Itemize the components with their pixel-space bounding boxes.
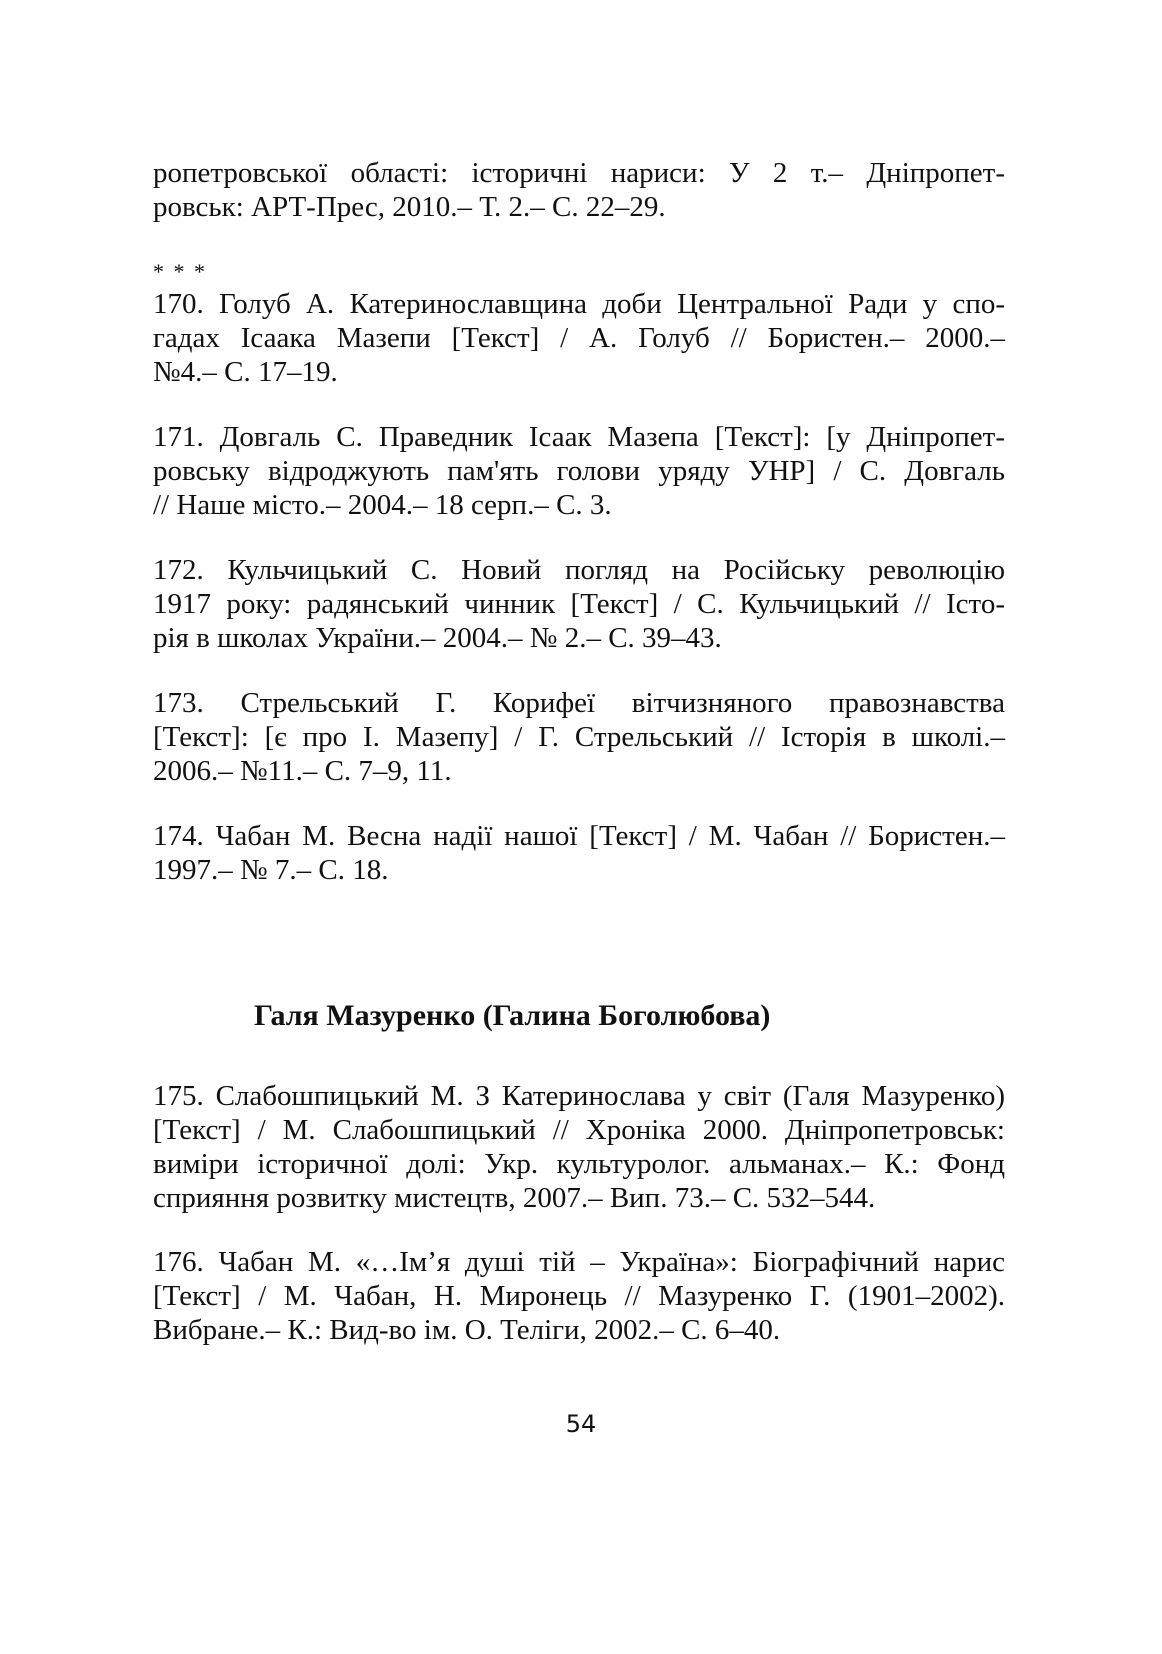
entry-line: ропетровської області: історичні нариси: У 2 т.– Дніпропет- [153, 157, 1005, 189]
entry-line: 1997.– № 7.– С. 18. [153, 854, 389, 886]
entry-line: [Текст]: [є про І. Мазепу] / Г. Стрельський // Історія в школі.– [153, 721, 1005, 753]
entry-line: [Текст] / М. Чабан, Н. Миронець // Мазуренко Г. (1901–2002). [153, 1280, 1005, 1312]
entry-line: рія в школах України.– 2004.– № 2.– С. 39–43. [153, 622, 722, 654]
entry-line: ровськ: АРТ-Прес, 2010.– Т. 2.– С. 22–29. [153, 191, 666, 223]
bibliography-entry-continued [153, 156, 1005, 224]
bibliography-entry-174 [153, 819, 1005, 887]
bibliography-entry-175 [153, 1079, 1005, 1215]
entry-line: // Наше місто.– 2004.– 18 серп.– С. 3. [153, 489, 612, 521]
entry-line: гадах Ісаака Мазепи [Текст] / А. Голуб // Бористен.– 2000.– [153, 322, 1005, 354]
entry-line: 1917 року: радянський чинник [Текст] / С. Кульчицький // Істо- [153, 588, 1005, 620]
entry-line: 173. Стрельський Г. Корифеї вітчизняного правознавства [153, 687, 1005, 719]
entry-line: сприяння розвитку мистецтв, 2007.– Вип. 73.– С. 532–544. [153, 1182, 876, 1214]
entry-line: Вибране.– К.: Вид-во ім. О. Теліги, 2002.– С. 6–40. [153, 1314, 781, 1346]
entry-line: 2006.– №11.– С. 7–9, 11. [153, 755, 452, 787]
entry-line: виміри історичної долі: Укр. культуролог. альманах.– К.: Фонд [153, 1148, 1005, 1180]
bibliography-entry-171 [153, 420, 1005, 522]
bibliography-entry-172 [153, 553, 1005, 655]
bibliography-entry-170 [153, 287, 1005, 389]
entry-line: 176. Чабан М. «…Ім’я душі тій – Україна»: Біографічний нарис [153, 1246, 1005, 1278]
section-heading: Галя Мазуренко (Галина Боголюбова) [254, 999, 771, 1032]
bibliography-entry-176 [153, 1245, 1005, 1347]
entry-line: 175. Слабошпицький М. З Катеринослава у світ (Галя Мазуренко) [153, 1080, 1005, 1112]
page-number: 54 [565, 1410, 597, 1438]
entry-line: 171. Довгаль С. Праведник Ісаак Мазепа [Текст]: [у Дніпропет- [153, 421, 1005, 453]
section-separator: * * * [153, 259, 207, 284]
entry-line: [Текст] / М. Слабошпицький // Хроніка 2000. Дніпропетровськ: [153, 1114, 1005, 1146]
entry-line: ровську відроджують пам'ять голови уряду УНР] / С. Довгаль [153, 455, 1005, 487]
entry-line: 170. Голуб А. Катеринославщина доби Центральної Ради у спо- [153, 288, 1005, 320]
entry-line: 174. Чабан М. Весна надії нашої [Текст] / М. Чабан // Бористен.– [153, 820, 1005, 852]
entry-line: 172. Кульчицький С. Новий погляд на Російську революцію [153, 554, 1005, 586]
entry-line: №4.– С. 17–19. [153, 356, 338, 388]
bibliography-entry-173 [153, 686, 1005, 788]
